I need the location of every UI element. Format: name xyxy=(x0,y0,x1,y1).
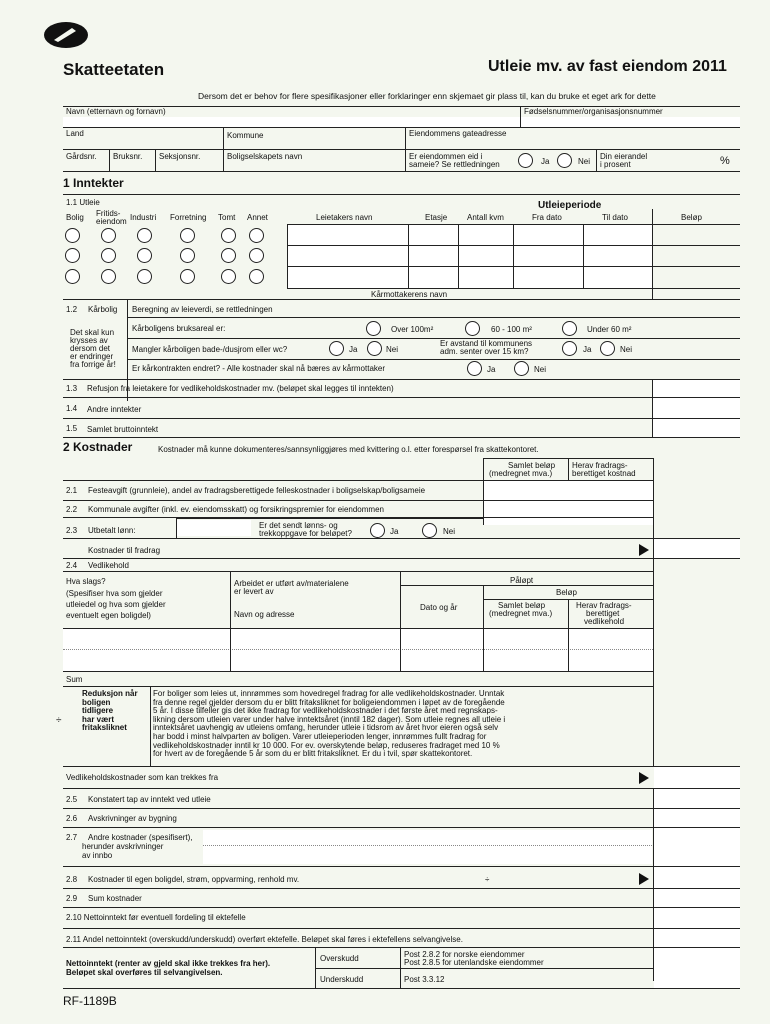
mangler-ja-label: Ja xyxy=(349,345,358,354)
l210-label: 2.10 Nettoinntekt før eventuell fordeling til ektefelle xyxy=(66,913,246,922)
col-bolig: Bolig xyxy=(66,213,84,222)
form-title: Utleie mv. av fast eiendom 2011 xyxy=(488,58,727,75)
form-subtitle: Dersom det er behov for flere spesifikasjoner eller forklaringer enn skjemaet gir plass til, kan du bruke et eget ark for dette xyxy=(198,91,656,101)
p-herav-3: vedlikehold xyxy=(584,617,625,626)
krysses-4: er endringer xyxy=(70,352,114,361)
fritids-radio-2[interactable] xyxy=(101,248,116,263)
sameie-ja-label: Ja xyxy=(541,157,550,166)
hva-3: utleiedel og hva som gjelder xyxy=(66,600,166,609)
tomt-radio-3[interactable] xyxy=(221,269,236,284)
l23-label: Utbetalt lønn: xyxy=(88,526,136,535)
kontrakt-ja-label: Ja xyxy=(487,365,496,374)
kontrakt-ja-radio[interactable] xyxy=(467,361,482,376)
utleieperiode-label: Utleieperiode xyxy=(538,200,602,211)
sendt-ja-radio[interactable] xyxy=(370,523,385,538)
avstand-nei-label: Nei xyxy=(620,345,633,354)
bolig-radio-3[interactable] xyxy=(65,269,80,284)
utleie-rows-field[interactable] xyxy=(287,224,653,288)
kontrakt-nei-label: Nei xyxy=(534,365,547,374)
utleie-label: 1.1 Utleie xyxy=(66,198,100,207)
sameie-label-1: Er eiendommen eid i xyxy=(409,152,483,161)
netto-1: Nettoinntekt (renter av gjeld skal ikke trekkes fra her). xyxy=(66,959,271,968)
section-1-title: 1 Inntekter xyxy=(63,176,124,190)
sum-label: Sum xyxy=(66,675,83,684)
seksjonsnr-label: Seksjonsnr. xyxy=(159,152,201,161)
l22-num: 2.2 xyxy=(66,505,78,514)
sameie-nei-label: Nei xyxy=(578,157,591,166)
col-etasje: Etasje xyxy=(425,213,448,222)
orgnr-field[interactable] xyxy=(522,117,740,127)
kommune-label: Kommune xyxy=(227,131,264,140)
l24-label: Vedlikehold xyxy=(88,561,129,570)
arrow-right-icon-2 xyxy=(639,772,649,784)
land-label: Land xyxy=(66,129,84,138)
arbeid-1: Arbeidet er utført av/materialene xyxy=(234,579,349,588)
l27-label-1: Andre kostnader (spesifisert), xyxy=(88,833,193,842)
l29-label: Sum kostnader xyxy=(88,894,142,903)
mangler-nei-radio[interactable] xyxy=(367,341,382,356)
sameie-nei-radio[interactable] xyxy=(557,153,572,168)
bruksareal-label: Kårboligens bruksareal er: xyxy=(132,324,226,333)
l27-spec-field[interactable] xyxy=(203,830,652,864)
col-industri: Industri xyxy=(130,213,157,222)
annet-radio-3[interactable] xyxy=(249,269,264,284)
under60-label: Under 60 m² xyxy=(587,325,632,334)
belop-label: Beløp xyxy=(556,588,577,597)
p-samlet-1: Samlet beløp xyxy=(498,601,546,610)
forretning-radio-2[interactable] xyxy=(180,248,195,263)
post-under: Post 3.3.12 xyxy=(404,975,445,984)
l24-num: 2.4 xyxy=(66,561,78,570)
l29-num: 2.9 xyxy=(66,894,78,903)
under60-radio[interactable] xyxy=(562,321,577,336)
avstand-ja-label: Ja xyxy=(583,345,592,354)
skatteetaten-logo-icon xyxy=(42,20,90,50)
form-id: RF-1189B xyxy=(63,994,117,1008)
eierandel-label-1: Din eierandel xyxy=(600,152,648,161)
sendt-nei-label: Nei xyxy=(443,527,456,536)
mellom-radio[interactable] xyxy=(465,321,480,336)
over100-radio[interactable] xyxy=(366,321,381,336)
p-samlet-2: (medregnet mva.) xyxy=(489,609,553,618)
tomt-radio-1[interactable] xyxy=(221,228,236,243)
kostnader-note: Kostnader må kunne dokumenteres/sannsynliggjøres med kvittering o.l. etter forespørsel fra skattekontoret. xyxy=(158,445,539,454)
l22-label: Kommunale avgifter (inkl. ev. eiendomsskatt) og forsikringspremier for eiendommen xyxy=(88,505,384,514)
kostnader-lonn-amount[interactable] xyxy=(654,539,740,558)
col-til-dato: Til dato xyxy=(602,213,628,222)
l25-label: Konstatert tap av inntekt ved utleie xyxy=(88,795,211,804)
over100-label: Over 100m² xyxy=(391,325,434,334)
arbeid-2: er levert av xyxy=(234,587,274,596)
krysses-1: Det skal kun xyxy=(70,328,115,337)
kontrakt-label: Er kårkontrakten endret? - Alle kostnader skal nå bæres av kårmottaker xyxy=(132,364,386,373)
l23-num: 2.3 xyxy=(66,526,78,535)
col-antall-kvm: Antall kvm xyxy=(467,213,504,222)
mangler-ja-radio[interactable] xyxy=(329,341,344,356)
col-belop: Beløp xyxy=(681,213,702,222)
industri-radio-1[interactable] xyxy=(137,228,152,243)
p-herav-1: Herav fradrags- xyxy=(576,601,632,610)
navn-adresse: Navn og adresse xyxy=(234,610,295,619)
sameie-ja-radio[interactable] xyxy=(518,153,533,168)
avstand-nei-radio[interactable] xyxy=(600,341,615,356)
reduksjon-text: For boliger som leies ut, innrømmes som hovedregel fradrag for alle vedlikeholdskostnader. Unntak fra denne regel gjelder dersom du er blitt fritaksliknet for boligeiendommen i løpet av de foregående 5 år. I disse tilfeller gis det ikke fradrag for vedlikeholdskostnader i det første året med regnskaps- likning dersom utleien varer under halve inntektsåret (inntil 182 dager). Som utleie regnes all utleie i inntektsåret uavhengig av utleiens omfang, herunder utleie i tidsrom av året hvor eieren også selv har bodd i minst halvparten av boligen. Varer utleieperioden lenger, innrømmes fullt fradrag for vedlikeholdskostnader inntil kr 10 000. For ev. overskytende beløp, reduseres fradraget med 10 % for hvert av de foregående 5 år som du er blitt fritaksliknet. Er du i tvil, spør skattekontoret. xyxy=(153,689,506,759)
vedl-trekkes-label: Vedlikeholdskostnader som kan trekkes fra xyxy=(66,773,219,782)
palopt-label: Påløpt xyxy=(510,576,534,585)
forretning-radio-3[interactable] xyxy=(180,269,195,284)
netto-2: Beløpet skal overføres til selvangivelsen. xyxy=(66,968,223,977)
vedl-trekkes-amount[interactable] xyxy=(654,767,740,788)
l13-label: Refusjon fra leietakere for vedlikeholdskostnader mv. (beløpet skal legges til inntekten) xyxy=(87,384,394,393)
l14-num: 1.4 xyxy=(66,404,78,413)
samlet-1: Samlet beløp xyxy=(508,461,556,470)
l28-minus: ÷ xyxy=(485,875,490,884)
kostnader-lonn-label: Kostnader til fradrag xyxy=(88,546,161,555)
krysses-2: krysses av xyxy=(70,336,108,345)
mellom-label: 60 - 100 m² xyxy=(491,325,532,334)
hva-4: eventuelt egen boligdel) xyxy=(66,611,151,620)
kontrakt-nei-radio[interactable] xyxy=(514,361,529,376)
bolig-radio-1[interactable] xyxy=(65,228,80,243)
l27-label-3: av innbo xyxy=(82,851,113,860)
bolig-radio-2[interactable] xyxy=(65,248,80,263)
sendt-ja-label: Ja xyxy=(390,527,399,536)
col-forretning: Forretning xyxy=(170,213,207,222)
hva-2: (Spesifiser hva som gjelder xyxy=(66,589,163,598)
orgnr-label: Fødselsnummer/organisasjonsnummer xyxy=(524,107,663,116)
krysses-5: fra forrige år! xyxy=(70,360,116,369)
percent-sign: % xyxy=(720,155,730,167)
col-tomt: Tomt xyxy=(218,213,236,222)
sendt-nei-radio[interactable] xyxy=(422,523,437,538)
col-annet: Annet xyxy=(247,213,268,222)
karmottaker-label: Kårmottakerens navn xyxy=(371,290,448,299)
arrow-right-icon xyxy=(639,544,649,556)
col-fra-dato: Fra dato xyxy=(532,213,562,222)
industri-radio-2[interactable] xyxy=(137,248,152,263)
arrow-right-icon-3 xyxy=(639,873,649,885)
gardsnr-label: Gårdsnr. xyxy=(66,152,97,161)
l27-num: 2.7 xyxy=(66,833,78,842)
l12-label: Kårbolig xyxy=(88,305,118,314)
gateadresse-label: Eiendommens gateadresse xyxy=(409,129,507,138)
l28-num: 2.8 xyxy=(66,875,78,884)
fritids-radio-3[interactable] xyxy=(101,269,116,284)
post-utland: Post 2.8.5 for utenlandske eiendommer xyxy=(404,958,544,967)
tomt-radio-2[interactable] xyxy=(221,248,236,263)
mangler-nei-label: Nei xyxy=(386,345,399,354)
samlet-2: (medregnet mva.) xyxy=(489,469,553,478)
l21-num: 2.1 xyxy=(66,486,78,495)
herav-1: Herav fradrags- xyxy=(572,461,628,470)
section-2-title: 2 Kostnader xyxy=(63,440,133,454)
dato-ar: Dato og år xyxy=(420,603,458,612)
p-herav-2: berettiget xyxy=(586,609,620,618)
l15-num: 1.5 xyxy=(66,424,78,433)
l21-label: Festeavgift (grunnleie), andel av fradragsberettigede felleskostnader i boligselskap/boligsameie xyxy=(88,486,426,495)
avstand-1: Er avstand til kommunens xyxy=(440,339,533,348)
annet-radio-2[interactable] xyxy=(249,248,264,263)
fritids-radio-1[interactable] xyxy=(101,228,116,243)
l26-num: 2.6 xyxy=(66,814,78,823)
forretning-radio-1[interactable] xyxy=(180,228,195,243)
l21-l23-amount-fields[interactable] xyxy=(484,481,653,525)
l15-label: Samlet bruttoinntekt xyxy=(87,425,159,434)
l13-num: 1.3 xyxy=(66,384,78,393)
l12-num: 1.2 xyxy=(66,305,78,314)
l211-label: 2.11 Andel nettoinntekt (overskudd/underskudd) overført ektefelle. Beløpet skal føres i ektefellens selvangivelse. xyxy=(66,935,463,944)
hva-1: Hva slags? xyxy=(66,577,106,586)
l25-l211-amount-fields[interactable] xyxy=(654,789,740,947)
sendt-2: trekkoppgave for beløpet? xyxy=(259,529,352,538)
col-fritids-1: Fritids- xyxy=(96,209,121,218)
industri-radio-3[interactable] xyxy=(137,269,152,284)
eierandel-label-2: i prosent xyxy=(600,160,631,169)
minus-sign: ÷ xyxy=(56,715,62,726)
krysses-3: dersom det xyxy=(70,344,111,353)
agency-name: Skatteetaten xyxy=(63,60,165,79)
sameie-label-2: sameie? Se rettledningen xyxy=(409,160,500,169)
l28-label: Kostnader til egen boligdel, strøm, oppvarming, renhold mv. xyxy=(88,875,300,884)
l27-label-2: herunder avskrivninger xyxy=(82,842,164,851)
sendt-1: Er det sendt lønns- og xyxy=(259,521,338,530)
l26-label: Avskrivninger av bygning xyxy=(88,814,177,823)
vedlikehold-rows-field[interactable] xyxy=(63,629,653,671)
underskudd-label: Underskudd xyxy=(320,975,364,984)
l13-l15-amount-fields[interactable] xyxy=(653,380,740,437)
name-label: Navn (etternavn og fornavn) xyxy=(66,107,166,116)
col-fritids-2: eiendom xyxy=(96,217,127,226)
post-norsk: Post 2.8.2 for norske eiendommer xyxy=(404,950,525,959)
avstand-2: adm. senter over 15 km? xyxy=(440,347,529,356)
reduksjon-label: Reduksjon når boligen tidligere har vært fritaksliknet xyxy=(82,689,138,733)
l14-label: Andre inntekter xyxy=(87,405,142,414)
herav-2: berettiget kostnad xyxy=(572,469,636,478)
bruksnr-label: Bruksnr. xyxy=(113,152,143,161)
avstand-ja-radio[interactable] xyxy=(562,341,577,356)
boligselskap-label: Boligselskapets navn xyxy=(227,152,303,161)
netto-amount-fields[interactable] xyxy=(654,948,740,988)
annet-radio-1[interactable] xyxy=(249,228,264,243)
beregning-label: Beregning av leieverdi, se rettledningen xyxy=(132,305,273,314)
mangler-label: Mangler kårboligen bade-/dusjrom eller wc? xyxy=(132,345,288,354)
col-leietaker: Leietakers navn xyxy=(316,213,373,222)
overskudd-label: Overskudd xyxy=(320,954,359,963)
l25-num: 2.5 xyxy=(66,795,78,804)
